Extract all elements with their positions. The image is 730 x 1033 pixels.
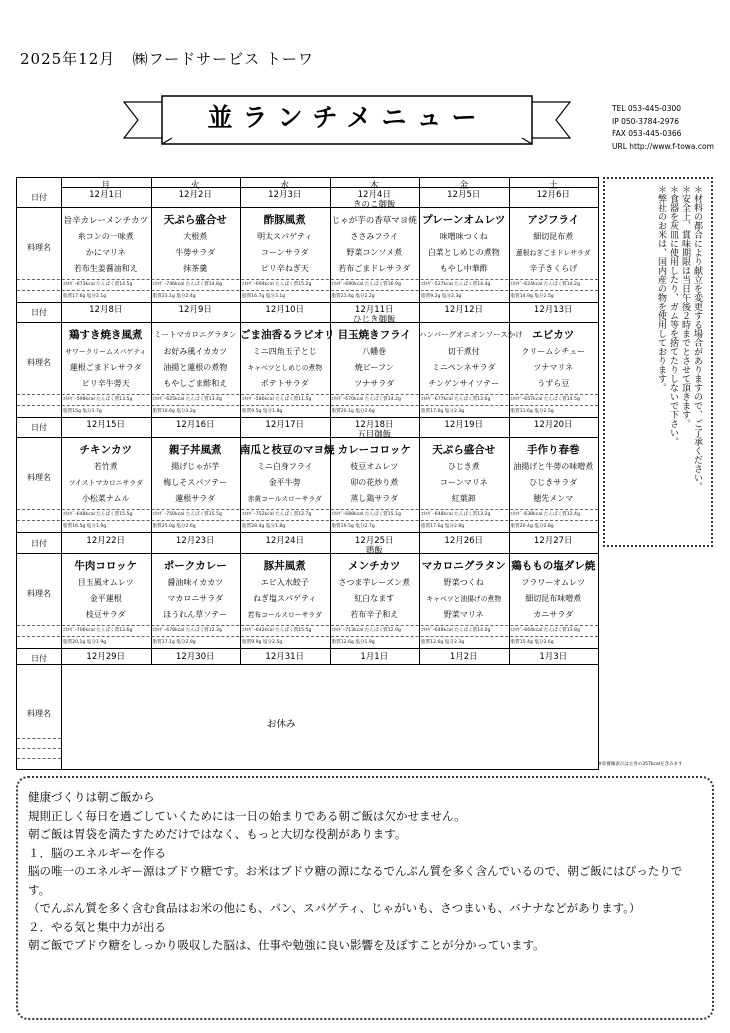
side-dish: ツナマリネ <box>533 363 574 372</box>
side-dish: 穂先メンマ <box>533 494 574 503</box>
side-dish: 蓮根サラダ <box>175 494 216 503</box>
main-dish: ポークカレー <box>163 560 227 572</box>
main-dish: 親子丼風煮 <box>169 444 222 456</box>
date-cell: 12月11日 <box>354 305 394 315</box>
main-dish: カレーコロッケ <box>337 444 411 456</box>
main-dish: チキンカツ <box>79 444 132 456</box>
row-divider <box>17 437 598 438</box>
side-dish: サワークリームスパゲティ <box>65 348 147 356</box>
nutrition-fat-salt: 脂質20.1g 塩分2.6g <box>331 409 375 414</box>
side-dish: 大根煮 <box>183 232 208 241</box>
side-dish: 野菜コンソメ煮 <box>346 248 403 257</box>
health-line: 朝ご飯は胃袋を満たすためだけではなく、もっと大切な役割があります。 <box>28 827 407 841</box>
date-label: 日付 <box>31 308 47 317</box>
nutrition-energy: ｴﾈﾙｷﾞｰ750kcal たんぱく質15.5g <box>152 512 222 517</box>
nutrition-fat-salt: 脂質20.4g 塩分2.8g <box>510 524 554 529</box>
date-cell: 12月5日 <box>447 190 481 200</box>
menu-label: 料理名 <box>27 473 51 482</box>
side-dish: 細切昆布味噌煮 <box>525 594 582 603</box>
day-header: 水 <box>280 181 290 191</box>
date-label: 日付 <box>31 654 47 663</box>
main-dish: メンチカツ <box>348 560 401 572</box>
main-dish: 旨辛カレーメンチカツ <box>63 216 148 226</box>
side-dish: 若竹煮 <box>93 462 118 471</box>
side-dish: もやしごま酢和え <box>163 379 228 388</box>
date-cell: 12月13日 <box>533 305 573 315</box>
side-dish: ツイストマカロニサラダ <box>68 479 143 487</box>
side-dish: 白菜としめじの煮物 <box>427 248 500 257</box>
main-dish: 天ぷら盛合せ <box>432 444 496 456</box>
notice-box <box>603 177 713 547</box>
side-dish: コーンサラダ <box>260 248 309 257</box>
side-dish: うずら豆 <box>537 379 570 388</box>
nutrition-energy: ｴﾈﾙｷﾞｰ527kcal たんぱく質14.4g <box>421 282 491 287</box>
side-dish: ミニペンネサラダ <box>431 363 496 372</box>
nutrition-fat-salt: 脂質23.1g 塩分2.4g <box>152 294 196 299</box>
nutrition-energy: ｴﾈﾙｷﾞｰ625kcal たんぱく質13.4g <box>152 397 222 402</box>
nutrition-energy: ｴﾈﾙｷﾞｰ706kcal たんぱく質13.6g <box>63 628 133 633</box>
side-dish: マカロニサラダ <box>167 594 224 603</box>
nutrition-fat-salt: 脂質12.6g 塩分2.3g <box>421 640 465 645</box>
side-dish: 目玉風オムレツ <box>77 578 134 587</box>
day-header: 月 <box>101 181 111 191</box>
health-line: 健康づくりは朝ご飯から <box>28 790 155 804</box>
nutrition-fat-salt: 脂質16.7g 塩分3.1g <box>242 294 286 299</box>
side-dish: もやし中華酢 <box>439 264 488 273</box>
date-cell: 12月27日 <box>533 536 573 546</box>
menu-label: 料理名 <box>27 709 51 718</box>
main-dish: 酢豚風煮 <box>263 214 306 226</box>
label-divider <box>17 738 61 739</box>
date-cell: 12月22日 <box>86 536 126 546</box>
day-header: 木 <box>369 181 379 191</box>
date-cell: 12月19日 <box>444 420 484 430</box>
nutrition-energy: ｴﾈﾙｷﾞｰ664kcal たんぱく質13.8g <box>510 628 580 633</box>
nutrition-energy: ｴﾈﾙｷﾞｰ624kcal たんぱく質14.2g <box>510 282 580 287</box>
main-dish: マカロニグラタン <box>421 560 506 572</box>
date-label: 日付 <box>31 539 47 548</box>
contact-ip: IP 050-3784-2976 <box>612 116 680 126</box>
side-dish: チンゲンサイソテー <box>428 379 500 388</box>
date-cell: 12月25日 <box>354 536 394 546</box>
date-cell: 12月6日 <box>536 190 570 200</box>
side-dish: 枝豆オムレツ <box>350 462 399 471</box>
date-cell: 12月10日 <box>265 305 305 315</box>
nutrition-fat-salt: 脂質19.5g 塩分2.7g <box>331 524 375 529</box>
nutrition-energy: ｴﾈﾙｷﾞｰ688kcal たんぱく質15.1g <box>331 512 401 517</box>
main-dish: ミートマカロニグラタン <box>154 330 237 339</box>
header <box>20 48 314 69</box>
health-line: ２．やる気と集中力が出る <box>28 919 166 934</box>
company-name: ㈱フードサービス トーワ <box>132 50 314 68</box>
nutrition-fat-salt: 脂質15g 塩分1.7g <box>63 409 102 414</box>
side-dish: 味噌味つくね <box>439 232 488 241</box>
side-dish: ささみフライ <box>350 232 399 241</box>
contact-tel: TEL 053-445-0300 <box>612 104 682 113</box>
label-divider <box>17 748 61 749</box>
main-dish: 牛肉コロッケ <box>74 560 138 572</box>
nutrition-fat-salt: 脂質9.2g 塩分2.3g <box>421 294 462 299</box>
nutrition-energy: ｴﾈﾙｷﾞｰ642kcal たんぱく質15.5g <box>242 628 312 633</box>
side-dish: 赤黄コールスローサラダ <box>247 495 322 503</box>
health-column <box>16 776 714 1020</box>
day-header: 火 <box>190 181 200 191</box>
nutrition-energy: ｴﾈﾙｷﾞｰ673kcal たんぱく質14.5g <box>63 282 133 287</box>
side-dish: 野菜マリネ <box>443 610 484 619</box>
side-dish: 蒸し鶏サラダ <box>350 494 399 503</box>
side-dish: 八幡巻 <box>362 347 387 356</box>
nutrition-fat-salt: 脂質12.6g 塩分1.9g <box>331 640 375 645</box>
side-dish: ピリ辛ねぎ天 <box>260 264 309 273</box>
nutrition-energy: ｴﾈﾙｷﾞｰ586kcal たんぱく質11.5g <box>242 397 312 402</box>
nutrition-divider <box>17 405 598 406</box>
health-line: 朝ご飯でブドウ糖をしっかり吸収した脳は、仕事や勉強に良い影響を及ぼすことが分かっています。 <box>28 938 545 952</box>
holiday-text: お休み <box>267 719 296 730</box>
side-dish: 若布生姜醤油和え <box>73 264 138 273</box>
date-label: 日付 <box>31 423 47 432</box>
nutrition-fat-salt: 脂質20.1g 塩分1.9g <box>63 640 107 645</box>
side-dish: ねぎ塩スパゲティ <box>253 594 317 603</box>
main-dish: プレーンオムレツ <box>422 214 506 226</box>
side-dish: カニサラダ <box>533 610 574 619</box>
title-banner <box>122 92 572 152</box>
side-dish: 抹茶羹 <box>183 264 208 273</box>
date-cell: 12月4日 <box>357 190 391 200</box>
rice-note: 鶏飯 <box>365 546 383 556</box>
menu-title: 並ランチメニュー <box>207 103 487 132</box>
row-divider <box>17 553 598 554</box>
side-dish: 辛子きくらげ <box>529 264 578 273</box>
side-dish: キャベツとしめじの煮物 <box>247 364 323 372</box>
side-dish: 牛蒡サラダ <box>175 248 216 257</box>
nutrition-divider <box>17 290 598 291</box>
main-dish: 鶏すき焼き風煮 <box>69 329 143 341</box>
side-dish: ピリ辛牛蒡天 <box>81 379 130 388</box>
nutrition-energy: ｴﾈﾙｷﾞｰ648kcal たんぱく質15.5g <box>63 512 133 517</box>
side-dish: 梅しそスパソテー <box>163 478 228 487</box>
row-divider <box>17 322 598 323</box>
date-label: 日付 <box>31 193 47 202</box>
date-cell: 12月2日 <box>178 190 212 200</box>
nutrition-fat-salt: 脂質14.9g 塩分2.5g <box>510 294 554 299</box>
date-cell: 1月2日 <box>449 652 478 662</box>
side-dish: 金平牛蒡 <box>268 478 301 487</box>
date-cell: 12月18日 <box>354 420 394 430</box>
nutrition-fat-salt: 脂質11.6g 塩分2.5g <box>510 409 554 414</box>
side-dish: 野菜つくね <box>443 578 484 587</box>
side-dish: ツナサラダ <box>354 379 395 388</box>
nutrition-energy: ｴﾈﾙｷﾞｰ670kcal たんぱく質14.2g <box>331 397 401 402</box>
contact-url[interactable]: URL http://www.f-towa.com <box>612 141 714 151</box>
side-dish: ひじきサラダ <box>529 478 578 487</box>
day-header: 金 <box>459 181 469 191</box>
contact-info <box>612 103 714 153</box>
nutrition-fat-salt: 脂質9.9g 塩分2.5g <box>242 640 283 645</box>
side-dish: エビ入水餃子 <box>260 578 309 587</box>
main-dish: ハンバーグオニオンソースかけ <box>419 330 523 339</box>
side-dish: 若布辛子和え <box>350 610 399 619</box>
date-cell: 12月1日 <box>89 190 123 200</box>
side-dish: ミニ四角玉子とじ <box>252 347 317 356</box>
nutrition-energy: ｴﾈﾙｷﾞｰ677kcal たんぱく質13.6g <box>421 397 491 402</box>
main-dish: 南瓜と枝豆のマヨ焼 <box>240 444 335 456</box>
date-cell: 12月30日 <box>175 652 215 662</box>
nutrition-energy: ｴﾈﾙｷﾞｰ648kcal たんぱく質14.0g <box>421 628 491 633</box>
label-divider <box>17 758 61 759</box>
holiday-area <box>62 665 598 769</box>
rice-note: 五目御飯 <box>357 430 392 440</box>
main-dish: ごま油香るラビオリ <box>240 329 335 341</box>
side-dish: お好み風イカカツ <box>163 347 228 356</box>
nutrition-fat-salt: 脂質17.6g 塩分2.8g <box>421 524 465 529</box>
date-cell: 12月8日 <box>89 305 123 315</box>
nutrition-divider <box>17 520 598 521</box>
menu-label: 料理名 <box>27 358 51 367</box>
rice-note: ひじき御飯 <box>352 315 396 325</box>
side-dish: ミニ白身フライ <box>256 462 313 471</box>
side-dish: 紅白なます <box>354 594 395 603</box>
nutrition-energy: ｴﾈﾙｷﾞｰ694kcal たんぱく質15.2g <box>242 282 312 287</box>
rice-note: きのこ御飯 <box>352 200 396 210</box>
nutrition-energy: ｴﾈﾙｷﾞｰ657kcal たんぱく質14.5g <box>510 397 580 402</box>
nutrition-fat-salt: 脂質15.4g 塩分2.6g <box>510 640 554 645</box>
main-dish: じゃが芋の香草マヨ焼 <box>331 216 417 226</box>
side-dish: 金平蓮根 <box>89 594 122 603</box>
side-dish: 油揚と蓮根の煮物 <box>163 363 228 372</box>
nutrition-energy: ｴﾈﾙｷﾞｰ678kcal たんぱく質12.3g <box>152 628 222 633</box>
main-dish: 目玉焼きフライ <box>337 329 411 341</box>
nutrition-energy: ｴﾈﾙｷﾞｰ746kcal たんぱく質14.8g <box>152 282 222 287</box>
contact-fax: FAX 053-445-0366 <box>612 129 682 138</box>
nutrition-energy: ｴﾈﾙｷﾞｰ713kcal たんぱく質12.9g <box>331 628 401 633</box>
date-cell: 1月1日 <box>360 652 389 662</box>
side-dish: 若布ごまドレサラダ <box>338 264 411 273</box>
side-dish: 細切昆布煮 <box>533 232 574 241</box>
side-dish: クリームシチュー <box>521 347 586 356</box>
nutrition-energy: ｴﾈﾙｷﾞｰ690kcal たんぱく質16.9g <box>331 282 401 287</box>
date-cell: 12月17日 <box>265 420 305 430</box>
nutrition-fat-salt: 脂質16.5g 塩分1.9g <box>63 524 107 529</box>
health-line: 脳の唯一のエネルギー源はブドウ糖です。お米はブドウ糖の源になるでんぷん質を多く含んでいるので、朝ご飯にはぴったりです。 <box>28 864 683 897</box>
menu-table <box>16 177 599 770</box>
header-date: 2025年12月 <box>20 50 116 68</box>
nutrition-fat-salt: 脂質21.4g 塩分2.2g <box>331 294 375 299</box>
side-dish: 揚げじゃが芋 <box>171 462 220 471</box>
side-dish: キャベツと油揚げの煮物 <box>426 595 502 603</box>
date-cell: 12月31日 <box>265 652 305 662</box>
health-line: 規則正しく毎日を過ごしていくためには一日の始まりである朝ご飯は欠かせません。 <box>28 808 466 823</box>
nutrition-energy: ｴﾈﾙｷﾞｰ638kcal たんぱく質12.4g <box>510 512 580 517</box>
menu-label: 料理名 <box>27 243 51 252</box>
side-dish: 明太スパゲティ <box>257 232 313 241</box>
side-dish: 若布コールスローサラダ <box>247 611 322 619</box>
side-dish: 蓮根ねぎごまドレサラダ <box>515 249 591 257</box>
nutrition-energy: ｴﾈﾙｷﾞｰ598kcal たんぱく質13.5g <box>63 397 133 402</box>
side-dish: 蓮根ごまドレサラダ <box>69 363 142 372</box>
nutrition-divider <box>17 279 598 280</box>
side-dish: かにマリネ <box>85 248 126 257</box>
side-dish: 焼ビーフン <box>354 363 394 372</box>
nutrition-divider <box>17 394 598 395</box>
date-cell: 12月3日 <box>268 190 302 200</box>
side-dish: 枝豆サラダ <box>85 610 126 619</box>
side-dish: 油揚げと牛蒡の味噌煮 <box>513 462 594 471</box>
nutrition-footnote: ※栄養価表示は主食の357kcalを含みます <box>598 762 683 767</box>
nutrition-fat-salt: 脂質17.6g 塩分2.1g <box>63 294 107 299</box>
side-dish: 切干煮付 <box>447 347 480 356</box>
date-cell: 12月16日 <box>175 420 215 430</box>
side-dish: ほうれん草ソテー <box>163 610 228 619</box>
date-cell: 12月15日 <box>86 420 126 430</box>
side-dish: フラワーオムレツ <box>521 578 586 587</box>
main-dish: 手作り春巻 <box>527 444 580 456</box>
nutrition-divider <box>17 636 598 637</box>
row-divider <box>17 648 598 649</box>
side-dish: 紅葉卸 <box>451 494 476 503</box>
row-divider <box>17 532 598 533</box>
day-header: 土 <box>548 181 558 191</box>
menu-label: 料理名 <box>27 589 51 598</box>
notice-text: ＊材料の都合により献立を変更する場合がありますので、ご了承ください。 ＊安全上、賞味期限は当日午後２時までとさせて頂きます。 ＊食器を灰皿に使用したり、ガム等を捨てたりしないで下さい。 ＊弊社のお米は、国内産の物を使用しております。 <box>656 185 702 491</box>
side-dish: 小松菜ナムル <box>81 494 130 503</box>
nutrition-divider <box>17 625 598 626</box>
main-dish: 天ぷら盛合せ <box>163 214 227 226</box>
health-line: （でんぷん質を多く含む食品はお米の他にも、パン、スパゲティ、じゃがいも、さつまいも、バナナなどがあります。） <box>28 901 641 915</box>
side-dish: さつま芋レーズン煮 <box>338 578 411 587</box>
side-dish: 卯の花炒り煮 <box>350 478 399 487</box>
date-cell: 12月12日 <box>444 305 484 315</box>
date-cell: 1月3日 <box>539 652 568 662</box>
nutrition-fat-salt: 脂質28.4g 塩分1.8g <box>242 524 286 529</box>
main-dish: 鶏ももの塩ダレ焼 <box>511 560 596 572</box>
side-dish: コーンマリネ <box>439 478 488 487</box>
side-dish: ひじき煮 <box>447 462 480 471</box>
date-cell: 12月23日 <box>175 536 215 546</box>
nutrition-fat-salt: 脂質17.1g 塩分2.9g <box>152 640 196 645</box>
nutrition-energy: ｴﾈﾙｷﾞｰ752kcal たんぱく質12.7g <box>242 512 312 517</box>
date-cell: 12月9日 <box>178 305 212 315</box>
nutrition-fat-salt: 脂質25.0g 塩分2.6g <box>152 524 196 529</box>
row-divider <box>17 207 598 208</box>
nutrition-fat-salt: 脂質9.5g 塩分1.8g <box>242 409 283 414</box>
nutrition-energy: ｴﾈﾙｷﾞｰ648kcal たんぱく質13.2g <box>421 512 491 517</box>
nutrition-fat-salt: 脂質10.6g 塩分3.2g <box>152 409 196 414</box>
nutrition-fat-salt: 脂質17.6g 塩分2.3g <box>421 409 465 414</box>
main-dish: エビカツ <box>532 329 575 341</box>
health-line: １．脳のエネルギーを作る <box>28 845 166 860</box>
nutrition-divider <box>17 509 598 510</box>
main-dish: アジフライ <box>527 214 580 226</box>
side-dish: 醤油味イカカツ <box>167 578 224 587</box>
date-cell: 12月24日 <box>265 536 305 546</box>
main-dish: 豚丼風煮 <box>263 560 306 572</box>
date-cell: 12月29日 <box>86 652 126 662</box>
side-dish: ポテトサラダ <box>260 379 309 388</box>
date-cell: 12月20日 <box>533 420 573 430</box>
date-cell: 12月26日 <box>444 536 484 546</box>
side-dish: 糸コンの一味煮 <box>77 232 134 241</box>
